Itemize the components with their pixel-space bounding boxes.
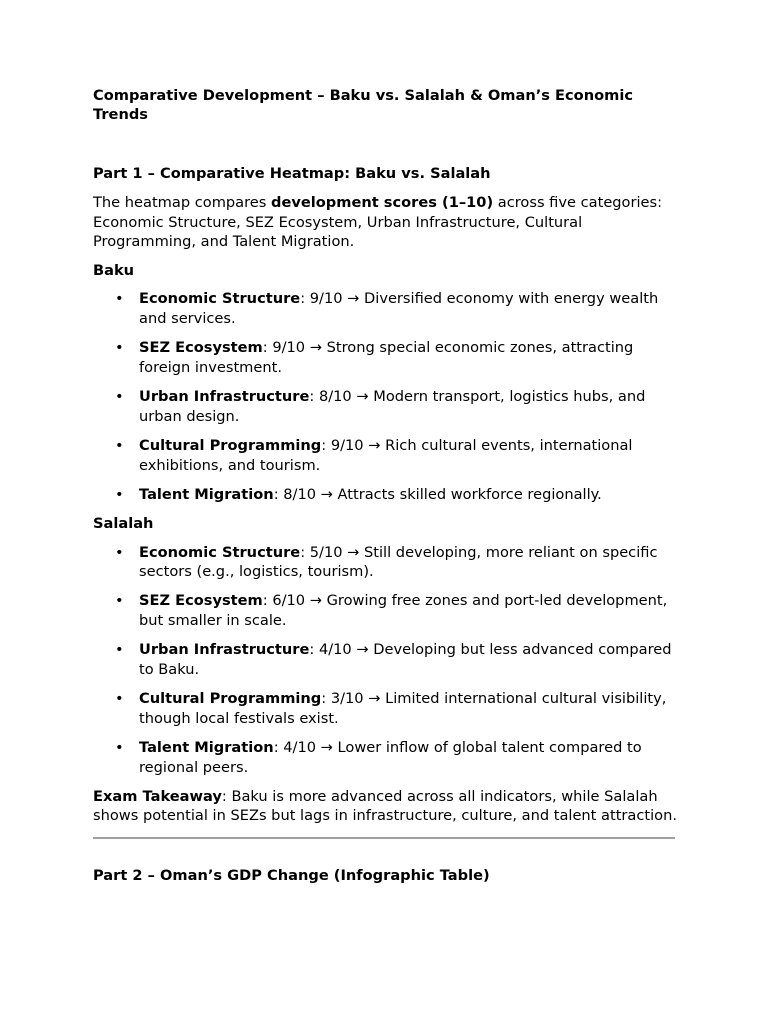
bullet-icon: •	[115, 486, 124, 504]
intro-text-end: across five categories: Economic Structure, SEZ Ecosystem, Urban Infrastructure, Cultural Programming, and Talent Migration.	[93, 194, 663, 251]
takeaway-text: : Baku is more advanced across all indicators, while Salalah shows potential in SEZs but lags in infrastructure, culture, and talent attraction.	[93, 787, 677, 825]
list-item	[93, 543, 678, 582]
intro-text-start: The heatmap compares	[93, 194, 272, 211]
list-item	[93, 387, 678, 426]
intro-text-bold: development scores (1–10)	[271, 194, 494, 211]
bullet-icon: •	[115, 388, 124, 406]
category-label: Talent Migration	[139, 739, 274, 757]
category-description: : 4/10 → Lower inflow of global talent compared to regional peers.	[139, 739, 642, 777]
category-label: SEZ Ecosystem	[139, 339, 263, 357]
category-label: Cultural Programming	[139, 690, 322, 708]
category-description: : 8/10 → Modern transport, logistics hubs, and urban design.	[139, 388, 646, 425]
category-label: Economic Structure	[139, 290, 301, 308]
part2-heading: Part 2 – Oman’s GDP Change (Infographic Table)	[93, 866, 490, 884]
list-item	[93, 485, 678, 505]
list-item	[93, 436, 678, 475]
category-description: : 6/10 → Growing free zones and port-led development, but smaller in scale.	[139, 592, 668, 630]
salalah-label: Salalah	[93, 514, 154, 532]
bullet-icon: •	[115, 739, 124, 757]
bullet-icon: •	[115, 592, 124, 610]
document-page	[93, 86, 678, 885]
category-label: Urban Infrastructure	[139, 388, 310, 406]
category-description: : 9/10 → Strong special economic zones, attracting foreign investment.	[139, 339, 634, 376]
horizontal-divider	[93, 837, 675, 839]
list-item	[93, 640, 678, 679]
list-item	[93, 738, 678, 777]
part1-intro	[93, 193, 678, 252]
category-label: Urban Infrastructure	[139, 641, 310, 659]
list-item	[93, 338, 678, 377]
bullet-icon: •	[115, 339, 124, 357]
category-description: : 9/10 → Diversified economy with energy wealth and services.	[139, 290, 659, 327]
category-description: : 5/10 → Still developing, more reliant on specific sectors (e.g., logistics, tourism).	[139, 543, 658, 581]
category-description: : 4/10 → Developing but less advanced compared to Baku.	[139, 641, 672, 679]
list-item	[93, 591, 678, 630]
takeaway-label: Exam Takeaway	[93, 787, 222, 805]
bullet-icon: •	[115, 543, 124, 561]
part1-heading: Part 1 – Comparative Heatmap: Baku vs. Salalah	[93, 165, 491, 183]
category-label: Cultural Programming	[139, 437, 322, 455]
list-item	[93, 289, 678, 328]
category-description: : 8/10 → Attracts skilled workforce regionally.	[273, 486, 602, 504]
category-label: SEZ Ecosystem	[139, 592, 263, 610]
baku-label: Baku	[93, 261, 135, 279]
baku-list	[93, 289, 678, 505]
category-description: : 3/10 → Limited international cultural visibility, though local festivals exist.	[139, 690, 667, 728]
salalah-list	[93, 543, 678, 778]
exam-takeaway	[93, 787, 678, 826]
bullet-icon: •	[115, 641, 124, 659]
category-label: Talent Migration	[139, 486, 274, 504]
category-label: Economic Structure	[139, 543, 301, 561]
bullet-icon: •	[115, 290, 124, 308]
document-title: Comparative Development – Baku vs. Salalah & Oman’s Economic Trends	[93, 87, 633, 124]
bullet-icon: •	[115, 690, 124, 708]
category-description: : 9/10 → Rich cultural events, international exhibitions, and tourism.	[139, 437, 633, 474]
bullet-icon: •	[115, 437, 124, 455]
list-item	[93, 689, 678, 728]
